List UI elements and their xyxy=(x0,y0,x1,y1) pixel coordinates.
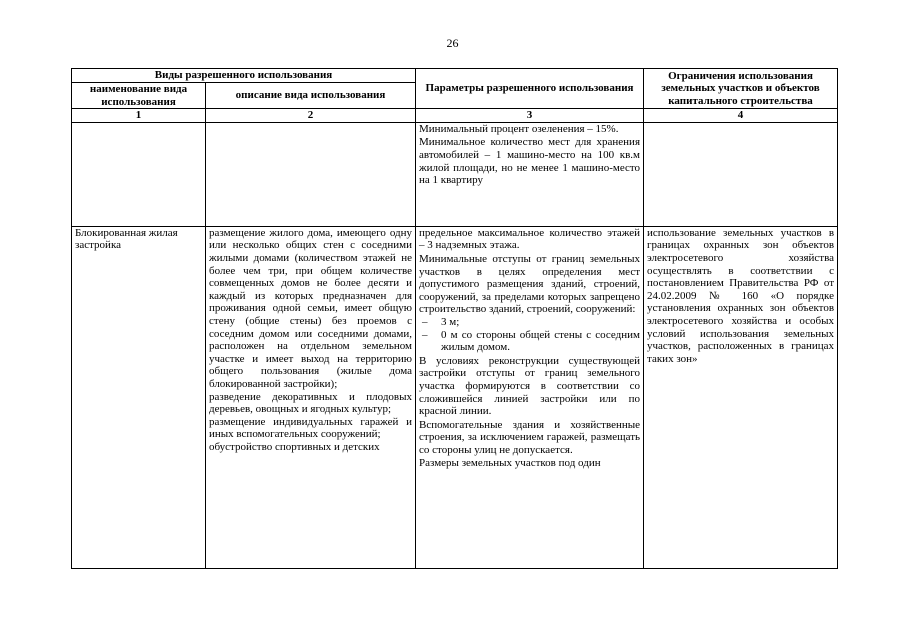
parameter-paragraph: Минимальный процент озеленения – 15%. xyxy=(419,122,619,135)
parameters-cell xyxy=(416,226,644,568)
header-use-description: описание вида использования xyxy=(206,83,416,109)
table-row xyxy=(72,122,838,226)
parameter-bullet xyxy=(419,316,640,329)
parameter-paragraph: Минимальные отступы от границ земельных участков в целях определения мест допустимого размещения зданий, строений, сооружений, за пределами которых запрещено строительство зданий, строений, сооружений: xyxy=(419,252,641,316)
continuation-parameters xyxy=(416,122,644,226)
parameter-paragraph: Размеры земельных участков под один xyxy=(419,457,601,470)
continuation-restrictions xyxy=(644,122,838,226)
dash-bullet-icon: – xyxy=(422,328,428,341)
use-description-cell xyxy=(206,226,416,568)
parameter-bullet xyxy=(419,329,640,354)
page-number: 26 xyxy=(446,36,459,50)
bullet-text: 3 м; xyxy=(441,315,460,328)
parameter-paragraph: Вспомогательные здания и хозяйственные строения, за исключением гаражей, размещать со стороны улиц не допускается. xyxy=(419,418,641,456)
parameter-paragraph: Минимальное количество мест для хранения автомобилей – 1 машино-место на 100 кв.м жилой площади, но не менее 1 машино-место на 1 квартиру xyxy=(419,136,641,187)
header-use-name: наименование вида использования xyxy=(72,83,206,109)
bullet-text: 0 м со стороны общей стены с соседним жилым домом. xyxy=(441,328,641,354)
column-number-3: 3 xyxy=(416,109,644,123)
dash-bullet-icon: – xyxy=(422,315,428,328)
column-number-2: 2 xyxy=(206,109,416,123)
description-paragraph: обустройство спортивных и детских xyxy=(209,440,380,453)
header-permitted-use-types: Виды разрешенного использования xyxy=(72,69,416,83)
header-restrictions: Ограничения использования земельных участков и объектов капитального строительства xyxy=(644,69,838,109)
use-name-cell: Блокированная жилая застройка xyxy=(72,226,206,568)
parameter-paragraph: В условиях реконструкции существующей застройки отступы от границ земельного участка формируются в соответствии со сложившейся линией застройки или по красной линии. xyxy=(419,354,641,418)
description-paragraph: разведение декоративных и плодовых деревьев, овощных и ягодных культур; xyxy=(209,390,413,416)
column-number-4: 4 xyxy=(644,109,838,123)
restrictions-cell: использование земельных участков в границах охранных зон объектов электросетевого хозяйства осуществлять в соответствии с постановлением Правительства РФ от 24.02.2009 № 160 «О порядке установления охранных зон объектов электросетевого хозяйства и особых условий использования земельных участков, расположенных в границах таких зон» xyxy=(644,226,838,568)
continuation-use-description xyxy=(206,122,416,226)
description-paragraph: размещение индивидуальных гаражей и иных вспомогательных сооружений; xyxy=(209,415,413,441)
permitted-use-table xyxy=(71,68,838,569)
table-row xyxy=(72,226,838,568)
description-paragraph: размещение жилого дома, имеющего одну или несколько общих стен с соседними жилыми домами (количеством этажей не более чем три, при общем количестве совмещенных домов не более десяти и каждый из которых предназначен для проживания одной семьи, имеет общую стену (общие стены) без проемов с соседним домом или соседними домами, расположен на отдельном земельном участке и имеет выход на территорию общего пользования (жилые дома блокированной застройки); xyxy=(209,226,413,390)
parameter-paragraph: предельное максимальное количество этажей – 3 надземных этажа. xyxy=(419,226,641,252)
continuation-use-name xyxy=(72,122,206,226)
column-number-1: 1 xyxy=(72,109,206,123)
header-parameters: Параметры разрешенного использования xyxy=(416,69,644,109)
